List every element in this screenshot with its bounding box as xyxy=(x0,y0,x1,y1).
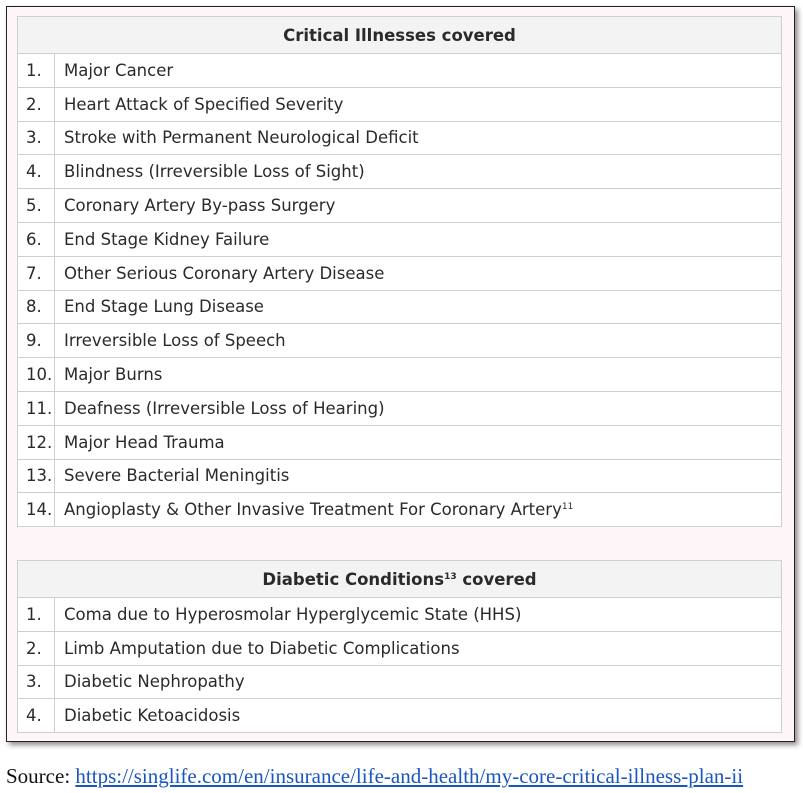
row-number: 9. xyxy=(18,324,55,358)
table-row xyxy=(18,189,782,223)
illness-name: Heart Attack of Specified Severity xyxy=(55,87,782,121)
row-number: 1. xyxy=(18,598,55,632)
table-row xyxy=(18,222,782,256)
footnote-marker: 11 xyxy=(561,502,574,513)
illness-name: Major Burns xyxy=(55,358,782,392)
table-row xyxy=(18,155,782,189)
condition-name: Limb Amputation due to Diabetic Complications xyxy=(55,631,782,665)
table-row xyxy=(18,665,782,699)
row-number: 6. xyxy=(18,222,55,256)
table-row xyxy=(18,493,782,527)
row-number: 7. xyxy=(18,256,55,290)
row-number: 1. xyxy=(18,54,55,88)
illness-name: Other Serious Coronary Artery Disease xyxy=(55,256,782,290)
row-number: 8. xyxy=(18,290,55,324)
row-number: 13. xyxy=(18,459,55,493)
table-row xyxy=(18,290,782,324)
row-number: 3. xyxy=(18,665,55,699)
illness-name: Blindness (Irreversible Loss of Sight) xyxy=(55,155,782,189)
condition-name: Diabetic Nephropathy xyxy=(55,665,782,699)
illness-name xyxy=(55,493,782,527)
illness-text: Angioplasty & Other Invasive Treatment For Coronary Artery xyxy=(64,500,562,520)
row-number: 4. xyxy=(18,699,55,733)
condition-name: Coma due to Hyperosmolar Hyperglycemic State (HHS) xyxy=(55,598,782,632)
row-number: 11. xyxy=(18,391,55,425)
table-row xyxy=(18,631,782,665)
condition-name: Diabetic Ketoacidosis xyxy=(55,699,782,733)
row-number: 2. xyxy=(18,87,55,121)
row-number: 10. xyxy=(18,358,55,392)
table-row xyxy=(18,256,782,290)
illness-name: Deafness (Irreversible Loss of Hearing) xyxy=(55,391,782,425)
table-row xyxy=(18,324,782,358)
critical-illnesses-header: Critical Illnesses covered xyxy=(18,17,782,54)
source-caption xyxy=(6,764,743,789)
screenshot-frame xyxy=(6,6,795,742)
diabetic-conditions-table xyxy=(17,560,782,733)
table-row xyxy=(18,699,782,733)
illness-name: Stroke with Permanent Neurological Deficit xyxy=(55,121,782,155)
table-row xyxy=(18,425,782,459)
header-suffix: covered xyxy=(456,569,537,589)
table-row xyxy=(18,121,782,155)
illness-name: Severe Bacterial Meningitis xyxy=(55,459,782,493)
illness-name: End Stage Lung Disease xyxy=(55,290,782,324)
table-row xyxy=(18,391,782,425)
illness-name: Major Head Trauma xyxy=(55,425,782,459)
source-label: Source: xyxy=(6,764,76,788)
row-number: 12. xyxy=(18,425,55,459)
source-link[interactable]: https://singlife.com/en/insurance/life-and-health/my-core-critical-illness-plan-ii xyxy=(75,764,744,788)
table-row xyxy=(18,358,782,392)
row-number: 5. xyxy=(18,189,55,223)
diabetic-conditions-header xyxy=(18,561,782,598)
row-number: 14. xyxy=(18,493,55,527)
illness-name: Coronary Artery By-pass Surgery xyxy=(55,189,782,223)
table-row xyxy=(18,598,782,632)
row-number: 2. xyxy=(18,631,55,665)
table-row xyxy=(18,54,782,88)
table-row xyxy=(18,459,782,493)
row-number: 4. xyxy=(18,155,55,189)
row-number: 3. xyxy=(18,121,55,155)
footnote-marker: 13 xyxy=(444,571,457,582)
illness-name: Irreversible Loss of Speech xyxy=(55,324,782,358)
illness-name: End Stage Kidney Failure xyxy=(55,222,782,256)
illness-name: Major Cancer xyxy=(55,54,782,88)
critical-illnesses-table xyxy=(17,16,782,527)
header-text: Diabetic Conditions xyxy=(262,569,445,589)
table-row xyxy=(18,87,782,121)
